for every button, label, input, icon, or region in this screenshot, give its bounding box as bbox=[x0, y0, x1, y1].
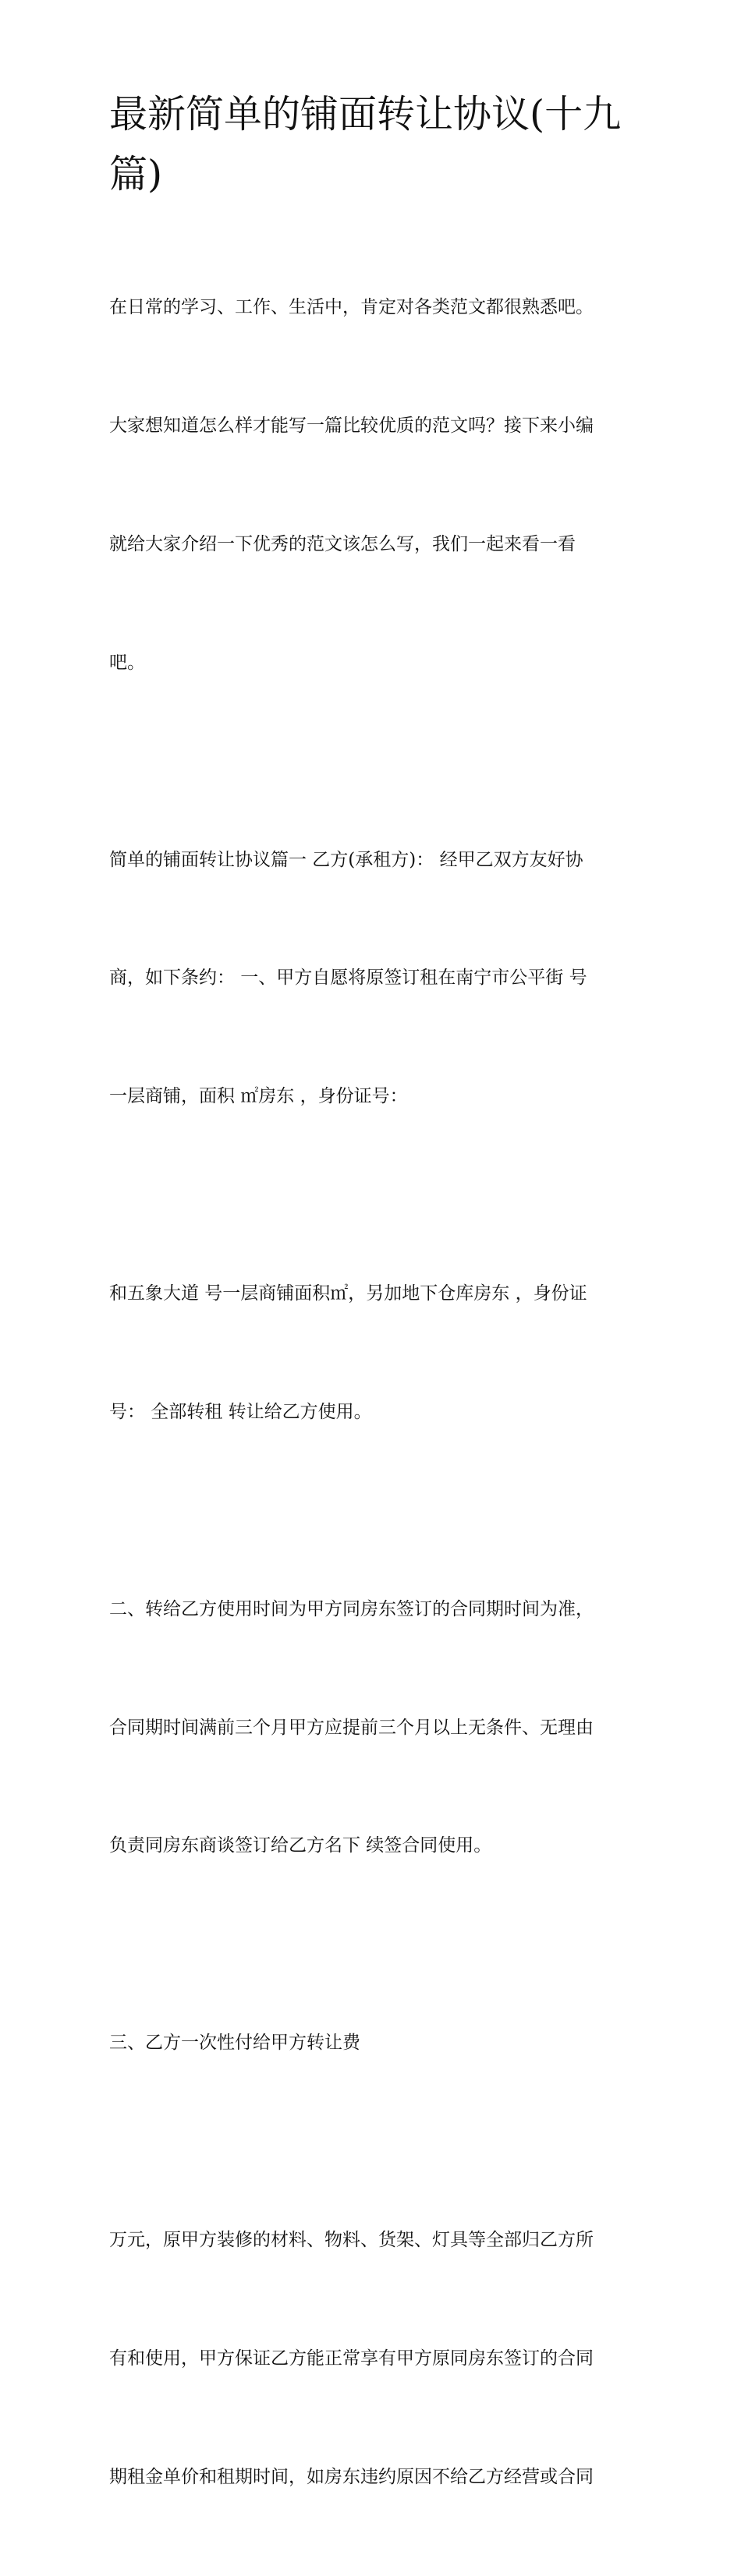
clause-2-paragraph bbox=[109, 1511, 635, 1945]
text-line: 期租金单价和租期时间，如房东违约原因不给乙方经营或合同 bbox=[109, 2466, 594, 2487]
text-line: 大家想知道怎么样才能写一篇比较优质的范文吗？接下来小编 bbox=[109, 415, 594, 436]
text-line: 就给大家介绍一下优秀的范文该怎么写，我们一起来看一看 bbox=[109, 533, 576, 554]
text-line: 商，如下条约： 一、甲方自愿将原签订租在南宁市公平街 号 bbox=[109, 968, 587, 989]
text-line: 万元，原甲方装修的材料、物料、货架、灯具等全部归乙方所 bbox=[109, 2230, 594, 2251]
text-line: 三、乙方一次性付给甲方转让费 bbox=[109, 2033, 360, 2054]
text-line: 合同期时间满前三个月甲方应提前三个月以上无条件、无理由 bbox=[109, 1717, 594, 1738]
text-line: 在日常的学习、工作、生活中，肯定对各类范文都很熟悉吧。 bbox=[109, 297, 594, 318]
document-title bbox=[109, 84, 635, 204]
text-line: 号： 全部转租 转让给乙方使用。 bbox=[109, 1401, 372, 1422]
text-line: 简单的铺面转让协议篇一 乙方(承租方)： 经甲乙双方友好协 bbox=[109, 849, 583, 870]
text-line: 有和使用，甲方保证乙方能正常享有甲方原同房东签订的合同 bbox=[109, 2348, 594, 2369]
agreement-paragraph-2 bbox=[109, 1195, 635, 1511]
text-line: 和五象大道 号一层商铺面积㎡，另加地下仓库房东 ，身份证 bbox=[109, 1283, 587, 1304]
title-line: 最新简单的铺面转让协议(十九 bbox=[109, 92, 622, 136]
agreement-paragraph-1 bbox=[109, 761, 635, 1195]
text-line: 二、转给乙方使用时间为甲方同房东签订的合同期时间为准， bbox=[109, 1598, 594, 1619]
document-page bbox=[109, 84, 635, 2576]
text-line: 一层商铺，面积 ㎡房东 ，身份证号： bbox=[109, 1086, 408, 1107]
text-line: 吧。 bbox=[109, 652, 145, 673]
text-line: 负责同房东商谈签订给乙方名下 续签合同使用。 bbox=[109, 1835, 492, 1856]
clause-3-continued-paragraph bbox=[109, 2142, 635, 2576]
clause-3-paragraph bbox=[109, 1944, 635, 2142]
title-line: 篇) bbox=[109, 152, 163, 196]
intro-paragraph bbox=[109, 209, 635, 761]
